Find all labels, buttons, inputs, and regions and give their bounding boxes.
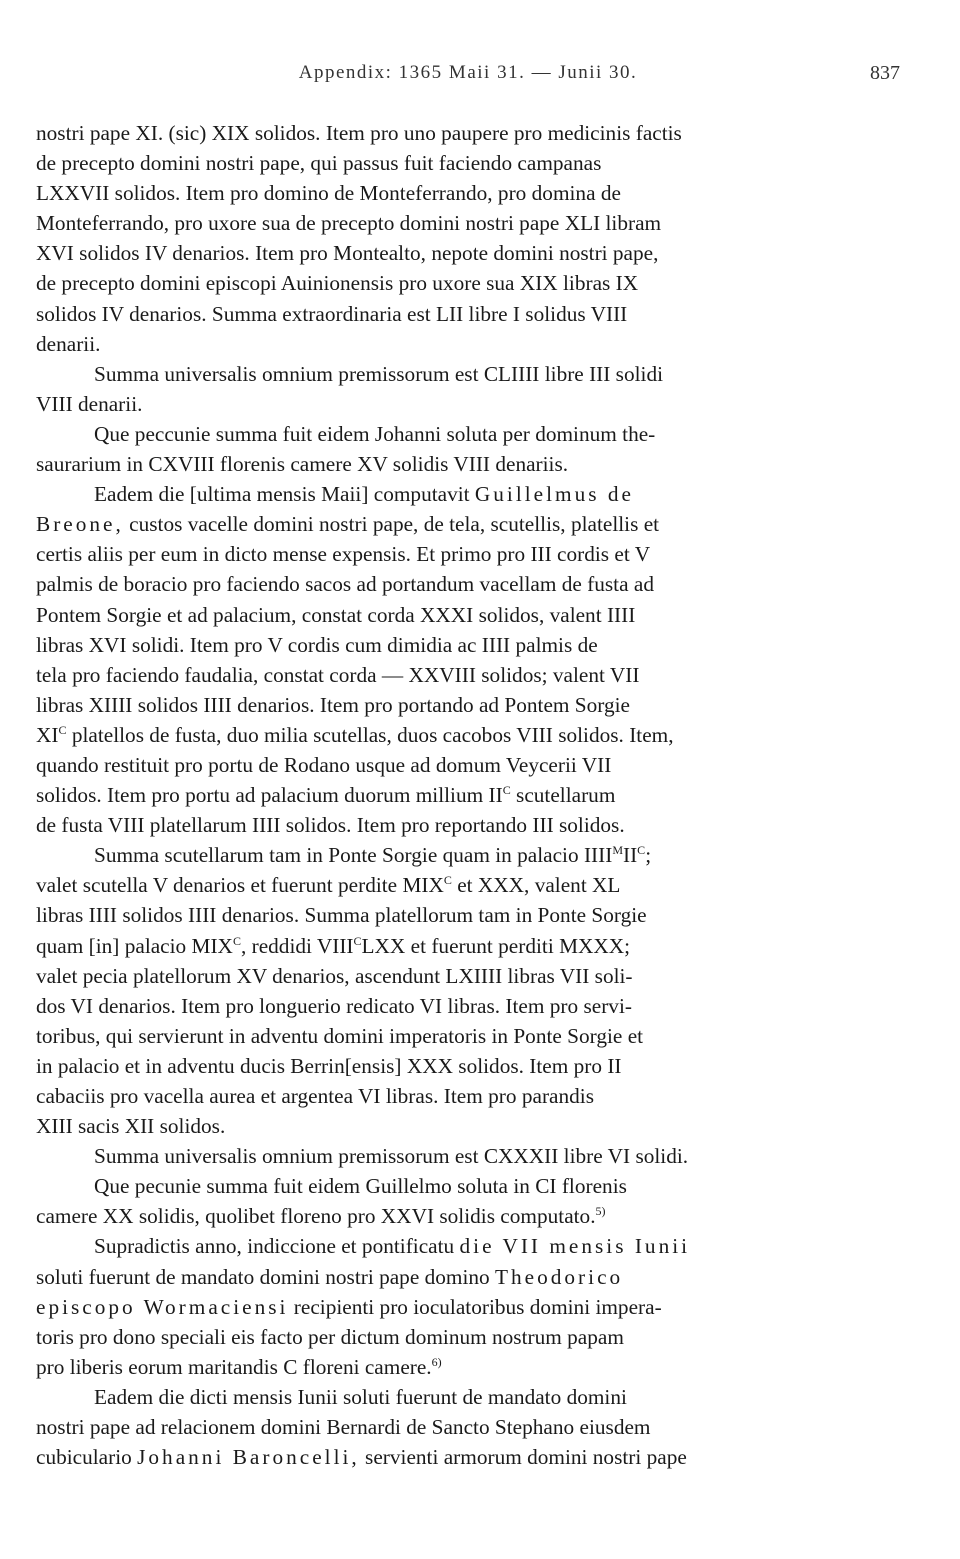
text-span: denarii. [36,331,101,356]
text-line [36,870,856,900]
text-span: libras IIII solidos IIII denarios. Summa platellorum tam in Ponte Sorgie [36,903,647,928]
body-text [36,118,856,1472]
text-line [36,810,856,840]
text-span: libras XIIII solidos IIII denarios. Item pro portando ad Pontem Sorgie [36,692,631,717]
text-span: custos vacelle domini nostri pape, de tela, scutellis, platellis et [123,512,660,537]
text-line [36,660,856,690]
spaced-name: Johanni Baroncelli, [137,1445,360,1470]
text-span: Eadem die [ultima mensis Maii] computavit [94,482,475,507]
text-span: toris pro dono speciali eis facto per dictum dominum nostrum papam [36,1324,624,1349]
text-span: platellos de fusta, duo milia scutellas, duos cacobos VIII solidos. Item, [66,722,674,747]
spaced-name: die VII mensis Iunii [459,1234,691,1259]
text-line [36,900,856,930]
text-span: Summa universalis omnium premissorum est CLIIII libre III solidi [94,361,664,386]
text-span: certis aliis per eum in dicto mense expensis. Et primo pro III cordis et V [36,542,651,567]
text-line [36,630,856,660]
text-span: solidos. Item pro portu ad palacium duorum millium II [36,783,503,808]
spaced-name: Breone, [36,512,124,537]
text-line [36,991,856,1021]
text-line [36,539,856,569]
text-span: II [622,843,638,868]
text-span: XVI solidos IV denarios. Item pro Montealto, nepote domini nostri pape, [36,241,659,266]
text-span: de precepto domini nostri pape, qui passus fuit faciendo campanas [36,151,602,176]
superscript: 6) [431,1354,442,1369]
superscript: C [232,933,241,948]
text-line [36,148,856,178]
text-span: servienti armorum domini nostri pape [359,1445,687,1470]
text-span: libras XVI solidi. Item pro V cordis cum dimidia ac IIII palmis de [36,632,598,657]
text-line [36,238,856,268]
text-span: dos VI denarios. Item pro longuerio redicato VI libras. Item pro servi- [36,993,632,1018]
text-line [36,1292,856,1322]
text-line [36,509,856,539]
text-span: de precepto domini episcopi Auinionensis pro uxore sua XIX libras IX [36,271,639,296]
text-line [36,569,856,599]
text-line [36,1111,856,1141]
text-span: tela pro faciendo faudalia, constat corda — XXVIII solidos; valent VII [36,662,640,687]
text-span: de fusta VIII platellarum IIII solidos. Item pro reportando III solidos. [36,813,625,838]
text-span: palmis de boracio pro faciendo sacos ad portandum vacellam de fusta ad [36,572,654,597]
text-line [36,1201,856,1231]
text-span: Supradictis anno, indiccione et pontificatu [94,1234,460,1259]
text-span: Monteferrando, pro uxore sua de precepto domini nostri pape XLI libram [36,211,662,236]
text-line [36,1141,856,1171]
text-span: VIII denarii. [36,391,143,416]
text-span: soluti fuerunt de mandato domini nostri pape domino [36,1264,495,1289]
text-line [36,961,856,991]
text-span: quam [in] palacio MIX [36,933,233,958]
text-line [36,1051,856,1081]
text-span: saurarium in CXVIII florenis camere XV solidis VIII denariis. [36,452,569,477]
text-span: nostri pape XI. (sic) XIX solidos. Item pro uno paupere pro medicinis factis [36,121,682,145]
text-span: recipienti pro ioculatoribus domini impera- [288,1294,662,1319]
spaced-name: episcopo Wormaciensi [36,1294,289,1319]
spaced-name: Theodorico [495,1264,624,1289]
text-line [36,690,856,720]
text-span: , reddidi VIII [240,933,354,958]
text-span: scutellarum [510,783,616,808]
text-span: quando restituit pro portu de Rodano usque ad domum Veycerii VII [36,752,612,777]
text-span: Summa universalis omnium premissorum est CXXXII libre VI solidi. [94,1144,689,1169]
header-title: Appendix: 1365 Maii 31. — Junii 30. [298,62,638,83]
superscript: C [443,873,452,888]
text-line [36,359,856,389]
text-line [36,329,856,359]
text-span: nostri pape ad relacionem domini Bernardi de Sancto Stephano eiusdem [36,1415,651,1440]
spaced-name: Guillelmus de [474,482,634,507]
superscript: C [637,843,646,858]
text-line [36,1171,856,1201]
text-span: Que pecunie summa fuit eidem Guillelmo soluta in CI florenis [94,1174,627,1199]
text-line [36,600,856,630]
text-line [36,720,856,750]
superscript: C [353,933,362,948]
text-line [36,1322,856,1352]
text-line [36,1382,856,1412]
text-line [36,1352,856,1382]
text-line [36,299,856,329]
text-line [36,780,856,810]
text-line [36,750,856,780]
text-span: cabaciis pro vacella aurea et argentea VI libras. Item pro parandis [36,1084,594,1108]
text-line [36,1021,856,1051]
superscript: 5) [595,1204,606,1219]
text-span: valet scutella V denarios et fuerunt perdite MIX [36,873,444,898]
text-line [36,1231,856,1261]
text-span: Pontem Sorgie et ad palacium, constat corda XXXI solidos, valent IIII [36,602,636,627]
text-line [36,208,856,238]
text-span: valet pecia platellorum XV denarios, ascendunt LXIIII libras VII soli- [36,963,633,988]
text-line [36,449,856,479]
text-span: XI [36,722,59,747]
superscript: C [58,722,67,737]
text-span: et XXX, valent XL [451,873,621,898]
text-line [36,931,856,961]
superscript: C [502,783,511,798]
text-line [36,479,856,509]
text-span: toribus, qui servierunt in adventu domini imperatoris in Ponte Sorgie et [36,1023,644,1048]
text-line [36,1442,856,1472]
text-span: ; [645,843,652,868]
text-span: pro liberis eorum maritandis C floreni camere. [36,1354,432,1379]
text-span: Summa scutellarum tam in Ponte Sorgie quam in palacio IIII [94,843,613,868]
text-span: in palacio et in adventu ducis Berrin[ensis] XXX solidos. Item pro II [36,1053,622,1078]
text-line [36,1262,856,1292]
text-line [36,118,856,148]
page-number: 837 [870,62,900,84]
text-span: LXXVII solidos. Item pro domino de Monteferrando, pro domina de [36,181,621,206]
text-line [36,840,856,870]
text-span: solidos IV denarios. Summa extraordinaria est LII libre I solidus VIII [36,301,628,326]
superscript: M [612,843,623,858]
running-header [36,62,900,92]
text-line [36,268,856,298]
text-span: Eadem die dicti mensis Iunii soluti fuerunt de mandato domini [94,1384,627,1409]
text-line [36,419,856,449]
text-span: Que peccunie summa fuit eidem Johanni soluta per dominum the- [94,421,656,446]
text-span: XIII sacis XII solidos. [36,1114,226,1139]
text-span: cubiculario [36,1445,138,1470]
text-line [36,1081,856,1111]
text-line [36,1412,856,1442]
text-line [36,178,856,208]
text-span: LXX et fuerunt perditi MXXX; [361,933,631,958]
text-span: camere XX solidis, quolibet floreno pro XXVI solidis computato. [36,1204,596,1229]
text-line [36,389,856,419]
